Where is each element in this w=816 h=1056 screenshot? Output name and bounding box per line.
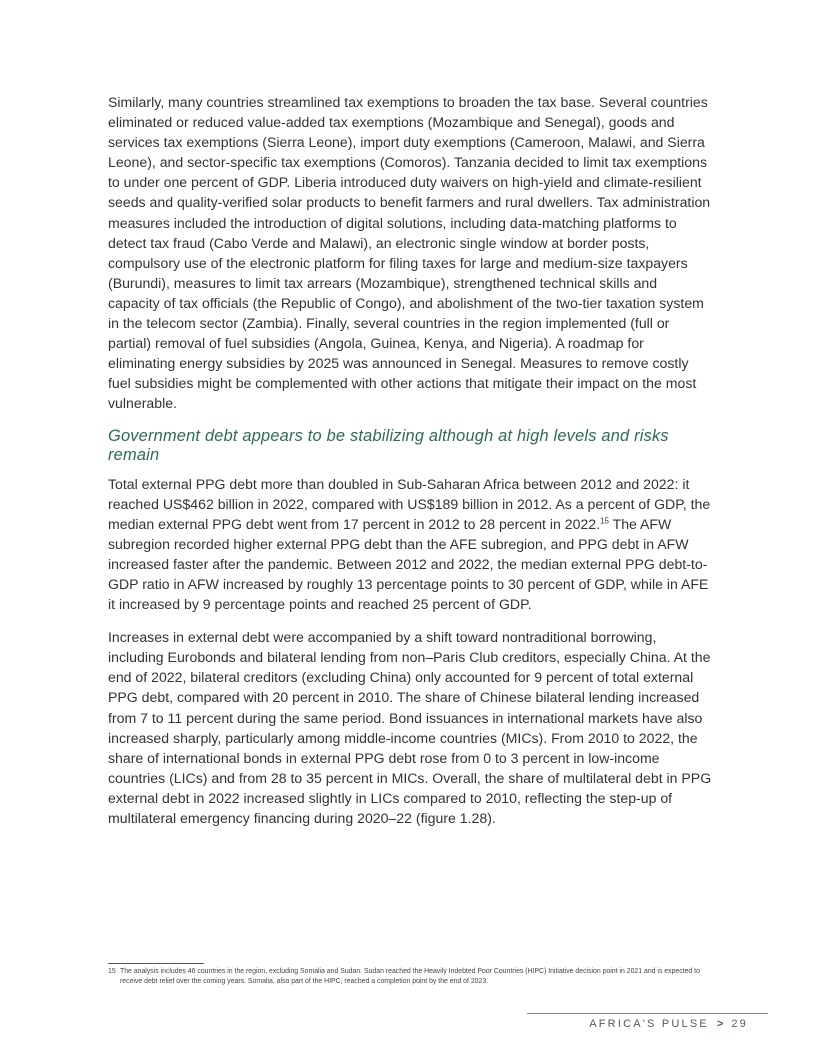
footnote-number: 15 [108,968,116,975]
page-footer [589,1018,748,1030]
paragraph-text-part2: The AFW subregion recorded higher external PPG debt than the AFE subregion, and PPG debt in AFW increased faster after the pandemic. Between 2012 and 2022, the median external PPG debt-to-GDP ratio in AFW increased by roughly 13 percentage points to 30 percent of GDP, while in AFE it increased by 9 percentage points and reached 25 percent of GDP. [108,515,709,613]
footnote [108,967,708,986]
paragraph-tax-exemptions: Similarly, many countries streamlined tax exemptions to broaden the tax base. Several countries eliminated or reduced value-added tax exemptions (Mozambique and Senegal), goods and services tax exemptions (Sierra Leone), import duty exemptions (Cameroon, Malawi, and Sierra Leone), and sector-specific tax exemptions (Comoros). Tanzania decided to limit tax exemptions to under one percent of GDP. Liberia introduced duty waivers on high-yield and climate-resilient seeds and quality-verified solar products to benefit farmers and rural dwellers. Tax administration measures included the introduction of digital solutions, including data-matching platforms to detect tax fraud (Cabo Verde and Malawi), an electronic single window at border posts, compulsory use of the electronic platform for filing taxes for large and medium-size taxpayers (Burundi), measures to limit tax arrears (Mozambique), strengthened technical skills and capacity of tax officials (the Republic of Congo), and abolishment of the two-tier taxation system in the telecom sector (Zambia). Finally, several countries in the region implemented (full or partial) removal of fuel subsidies (Angola, Guinea, Kenya, and Nigeria). A roadmap for eliminating energy subsidies by 2025 was announced in Senegal. Measures to remove costly fuel subsidies might be complemented with other actions that mitigate their impact on the most vulnerable. [108,94,711,412]
paragraph-text-part1: Total external PPG debt more than doubled in Sub-Saharan Africa between 2012 and 2022: it reached US$462 billion in 2022, compared with US$189 billion in 2012. As a percent of GDP, the median external PPG debt went from 17 percent in 2012 to 28 percent in 2022. [108,475,711,532]
paragraph-nontraditional-borrowing: Increases in external debt were accompanied by a shift toward nontraditional borrowing, including Eurobonds and bilateral lending from non–Paris Club creditors, especially China. At the end of 2022, bilateral creditors (excluding China) only accounted for 9 percent of total external PPG debt, compared with 20 percent in 2010. The share of Chinese bilateral lending increased from 7 to 11 percent during the same period. Bond issuances in international markets have also increased sharply, particularly among middle-income countries (MICs). From 2010 to 2022, the share of international bonds in external PPG debt rose from 0 to 3 percent in low-income countries (LICs) and from 28 to 35 percent in MICs. Overall, the share of multilateral debt in PPG external debt in 2022 increased slightly in LICs compared to 2010, reflecting the step-up of multilateral emergency financing during 2020–22 (figure 1.28). [108,629,712,826]
main-content [108,92,712,841]
publication-title: AFRICA'S PULSE [589,1018,709,1030]
paragraph-external-debt [108,474,712,615]
footnote-divider [108,963,204,964]
footnote-reference[interactable]: 15 [600,516,609,525]
chevron-right-icon: > [716,1018,724,1030]
section-heading: Government debt appears to be stabilizing although at high levels and risks remain [108,426,669,464]
footer-divider [527,1013,768,1014]
page-number: 29 [731,1018,748,1030]
footnote-text: The analysis includes 46 countries in the region, excluding Somalia and Sudan. Sudan reached the Heavily Indebted Poor Countries (HIPC) Initiative decision point in 2021 and is expected to receive debt relief over the coming years. Somalia, also part of the HIPC, reached a completion point by the end of 2023. [120,968,700,985]
